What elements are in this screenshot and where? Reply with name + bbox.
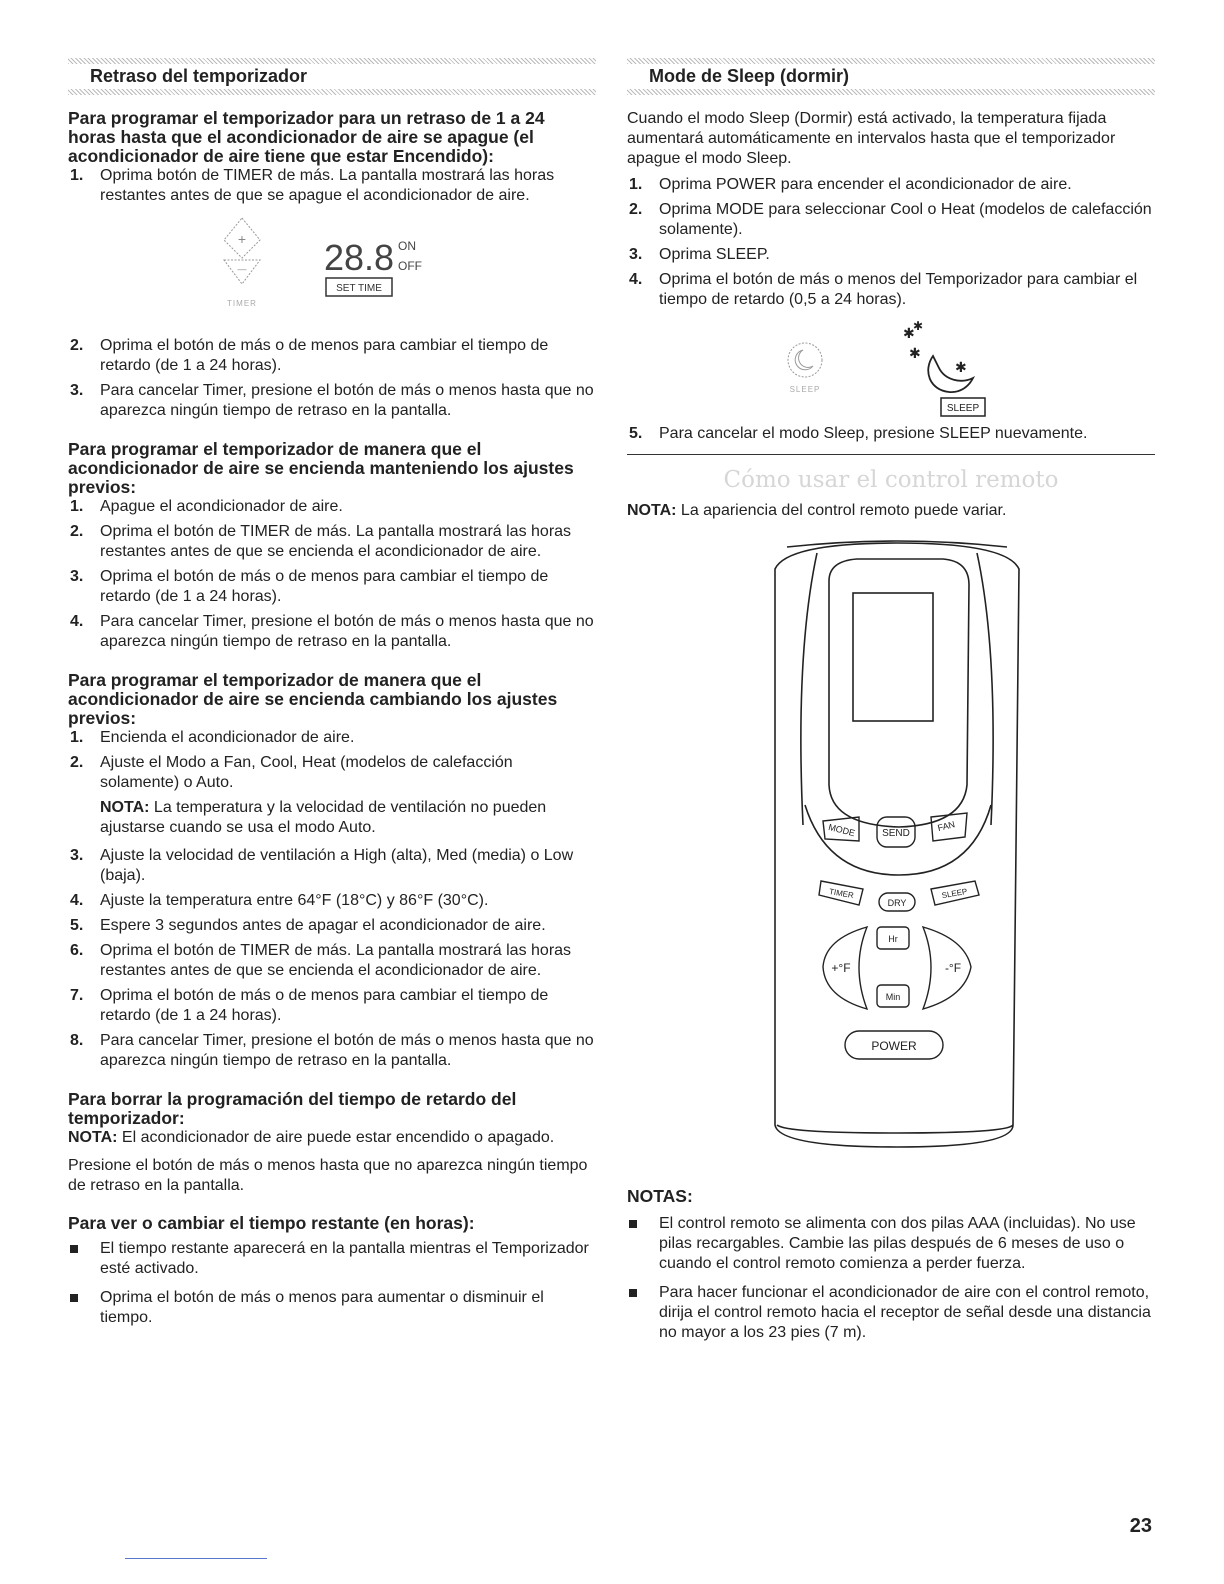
list-item: 3. Ajuste la velocidad de ventilación a High (alta), Med (media) o Low (baja). — [70, 847, 574, 884]
set-time-label: SET TIME — [336, 283, 382, 294]
list-item: 4. Ajuste la temperatura entre 64°F (18°C) y 86°F (30°C). — [70, 892, 489, 909]
heading-clear-delay: Para borrar la programación del tiempo de retardo del temporizador: — [68, 1089, 517, 1128]
list-item: 3. Para cancelar Timer, presione el botón de más o menos hasta que no aparezca ningún tiempo de retraso en la pantalla. — [70, 382, 594, 419]
list-item: El tiempo restante aparecerá en la pantalla mientras el Temporizador esté activado. — [68, 1239, 596, 1279]
svg-text:Min: Min — [885, 992, 901, 1002]
sleep-figure — [627, 316, 1155, 420]
list-item: 8. Para cancelar Timer, presione el botón de más o menos hasta que no aparezca ningún tiempo de retraso en la pantalla. — [70, 1032, 594, 1069]
svg-text:✱: ✱ — [913, 319, 924, 333]
footer-rule — [125, 1558, 267, 1559]
steps-timer-off — [68, 166, 596, 206]
svg-text:MODE: MODE — [827, 821, 857, 839]
list-item: 4. Oprima el botón de más o menos del Temporizador para cambiar el tiempo de retardo (0,5 a 24 horas). — [629, 271, 1138, 308]
remote-send-button[interactable] — [877, 817, 915, 847]
list-item: 1. Oprima botón de TIMER de más. La pantalla mostrará las horas restantes antes de que se apague el acondicionador de aire. — [70, 167, 555, 204]
steps-timer-on-change — [68, 728, 596, 793]
timer-panel-illustration — [68, 214, 596, 326]
svg-text:-°F: -°F — [944, 961, 962, 975]
list-item: 6. Oprima el botón de TIMER de más. La pantalla mostrará las horas restantes antes de que se encienda el acondicionador de aire. — [70, 942, 572, 979]
timer-minus-icon — [224, 260, 260, 284]
svg-text:DRY: DRY — [887, 898, 907, 908]
sleep-button-icon — [788, 343, 822, 394]
list-item: 3. Oprima SLEEP. — [629, 246, 770, 263]
svg-text:✱: ✱ — [955, 359, 967, 375]
svg-text:POWER: POWER — [871, 1039, 917, 1053]
remote-temp-down-button[interactable] — [923, 927, 971, 1009]
left-column — [68, 58, 596, 1337]
remote-min-button[interactable] — [877, 985, 909, 1007]
remote-section-title: Cómo usar el control remoto — [723, 467, 1059, 493]
timer-figure — [68, 214, 596, 326]
list-item: 1. Encienda el acondicionador de aire. — [70, 729, 355, 746]
paragraph-clear-delay: Presione el botón de más o menos hasta que no aparezca ningún tiempo de retraso en la pantalla. — [68, 1157, 588, 1194]
notes-list — [627, 1214, 1155, 1343]
timer-plus-icon — [224, 218, 260, 258]
list-item: 5. Para cancelar el modo Sleep, presione SLEEP nuevamente. — [629, 425, 1088, 442]
steps-sleep — [627, 175, 1155, 310]
list-item: 5. Espere 3 segundos antes de apagar el acondicionador de aire. — [70, 917, 546, 934]
heading-timer-on-change: Para programar el temporizador de manera que el acondicionador de aire se encienda cambiando los ajustes previos: — [68, 670, 558, 728]
sleep-badge: SLEEP — [946, 403, 980, 414]
svg-text:+: + — [237, 231, 247, 247]
page-number: 23 — [1129, 1515, 1152, 1537]
remote-figure — [627, 535, 1155, 1185]
right-column — [627, 58, 1155, 1352]
on-indicator: ON — [398, 239, 416, 253]
remote-screen — [853, 593, 933, 721]
remote-dry-button[interactable] — [879, 893, 915, 911]
section-title-timer: Retraso del temporizador — [90, 66, 308, 86]
off-indicator: OFF — [398, 259, 422, 273]
steps-timer-off-cont — [68, 336, 596, 421]
remote-note: NOTA: La apariencia del control remoto puede variar. — [627, 502, 1007, 519]
list-item: 7. Oprima el botón de más o de menos para cambiar el tiempo de retardo (de 1 a 24 horas). — [70, 987, 549, 1024]
sleep-illustration — [627, 316, 1155, 420]
list-item: 1. Oprima POWER para encender el acondicionador de aire. — [629, 176, 1072, 193]
list-item: 4. Para cancelar Timer, presione el botón de más o menos hasta que no aparezca ningún tiempo de retraso en la pantalla. — [70, 613, 594, 650]
sleep-intro: Cuando el modo Sleep (Dormir) está activado, la temperatura fijada aumentará automáticamente en intervalos hasta que el temporizador apague el modo Sleep. — [627, 110, 1116, 167]
list-item: 2. Ajuste el Modo a Fan, Cool, Heat (modelos de calefacción solamente) o Auto. — [70, 754, 513, 791]
steps-timer-on-change-cont — [68, 846, 596, 1071]
svg-text:SLEEP: SLEEP — [789, 385, 821, 394]
remote-power-button[interactable] — [845, 1031, 943, 1059]
remote-mode-button[interactable] — [823, 817, 859, 841]
notes-heading: NOTAS: — [627, 1186, 693, 1206]
svg-text:SEND: SEND — [882, 828, 910, 839]
remote-sleep-button[interactable] — [931, 881, 979, 905]
svg-text:✱: ✱ — [903, 325, 915, 341]
svg-text:+°F: +°F — [831, 961, 851, 975]
remote-temp-up-button[interactable] — [823, 927, 867, 1009]
list-item: 2. Oprima el botón de TIMER de más. La pantalla mostrará las horas restantes antes de que se encienda el acondicionador de aire. — [70, 523, 572, 560]
section-rule — [627, 454, 1155, 455]
timer-label: TIMER — [227, 299, 257, 308]
svg-text:Hr: Hr — [888, 934, 898, 944]
svg-text:FAN: FAN — [936, 819, 956, 834]
list-item: El control remoto se alimenta con dos pilas AAA (incluidas). No use pilas recargables. Cambie las pilas después de 6 meses de uso o cuando el control remoto comienza a perder fuerza. — [627, 1214, 1155, 1274]
list-item: 1. Apague el acondicionador de aire. — [70, 498, 343, 515]
remote-hr-button[interactable] — [877, 927, 909, 949]
note-auto-mode: NOTA: La temperatura y la velocidad de ventilación no pueden ajustarse cuando se usa el modo Auto. — [100, 799, 547, 836]
svg-text:SLEEP: SLEEP — [941, 886, 969, 901]
note-clear-delay: NOTA: El acondicionador de aire puede estar encendido o apagado. — [68, 1129, 555, 1146]
list-item: Oprima el botón de más o menos para aumentar o disminuir el tiempo. — [68, 1288, 596, 1328]
heading-timer-off: Para programar el temporizador para un retraso de 1 a 24 horas hasta que el acondicionador de aire se apague (el acondicionador de aire tiene que estar Encendido): — [68, 108, 545, 166]
list-item: 2. Oprima el botón de más o de menos para cambiar el tiempo de retardo (de 1 a 24 horas). — [70, 337, 549, 374]
heading-view-remaining: Para ver o cambiar el tiempo restante (en horas): — [68, 1213, 475, 1233]
svg-text:—: — — [237, 264, 247, 274]
section-title-sleep: Mode de Sleep (dormir) — [649, 66, 850, 86]
svg-text:✱: ✱ — [909, 345, 921, 361]
moon-stars-icon — [903, 319, 973, 392]
steps-timer-on-keep — [68, 497, 596, 652]
remote-control-illustration — [627, 535, 1155, 1185]
svg-text:TIMER: TIMER — [828, 886, 855, 901]
heading-timer-on-keep: Para programar el temporizador de manera que el acondicionador de aire se encienda manteniendo los ajustes previos: — [68, 439, 574, 497]
list-item: Para hacer funcionar el acondicionador de aire con el control remoto, dirija el control remoto hacia el receptor de señal desde una distancia no mayor a los 23 pies (7 m). — [627, 1283, 1155, 1343]
steps-sleep-cont — [627, 424, 1155, 444]
bullets-view-remaining — [68, 1239, 596, 1328]
list-item: 3. Oprima el botón de más o de menos para cambiar el tiempo de retardo (de 1 a 24 horas). — [70, 568, 549, 605]
digit-display: 28.8 — [324, 237, 395, 278]
remote-fan-button[interactable] — [931, 813, 967, 841]
list-item: 2. Oprima MODE para seleccionar Cool o Heat (modelos de calefacción solamente). — [629, 201, 1152, 238]
remote-timer-button[interactable] — [819, 881, 863, 905]
